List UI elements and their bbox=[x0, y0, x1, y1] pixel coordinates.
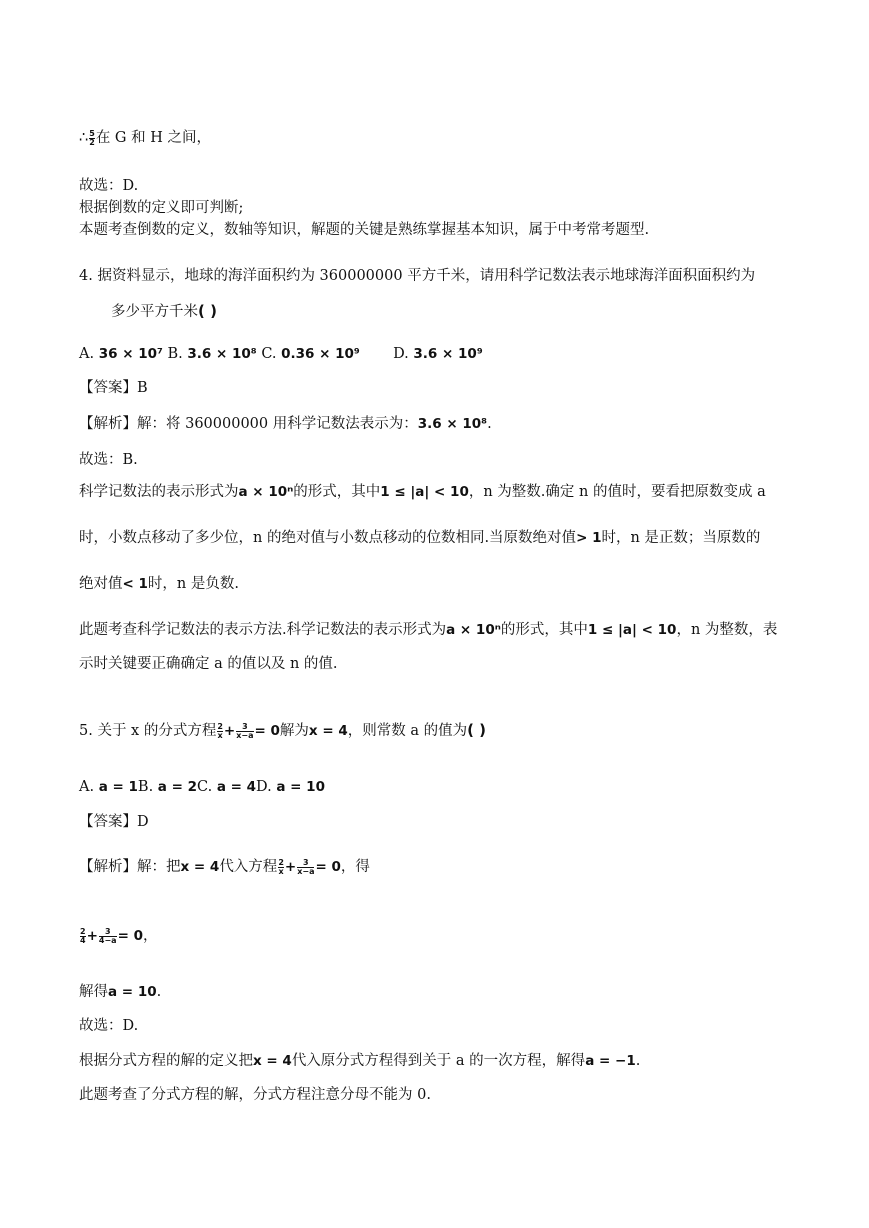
text-line: 根据分式方程的解的定义把x = 4代入原分式方程得到关于 a 的一次方程，解得a = −1. bbox=[79, 1053, 641, 1069]
option-c: 0.36 × 10⁹ bbox=[281, 346, 360, 362]
text-line: 故选：B. bbox=[79, 452, 138, 468]
analysis: 【解析】解：把x = 4代入方程 $\frac{2}{x}$ + $\frac{3}{x-a}$ = 0，得 bbox=[79, 857, 370, 876]
text-line: 时，小数点移动了多少位，n 的绝对值与小数点移动的位数相同.当原数绝对值> 1时，n 是正数；当原数的 bbox=[79, 530, 761, 546]
text-line: 解得a = 10. bbox=[79, 984, 162, 1000]
question-4-options: A. 36 × 10⁷ B. 3.6 × 10⁸ C. 0.36 × 10⁹ D. 3.6 × 10⁹ bbox=[79, 346, 483, 362]
text-line: 故选：D. bbox=[79, 178, 139, 194]
question-4-stem-cont: 多少平方千米( ) bbox=[111, 302, 217, 320]
text-line: 示时关键要正确确定 a 的值以及 n 的值. bbox=[79, 656, 338, 672]
option-c: a = 4 bbox=[216, 779, 257, 795]
text-line: 科学记数法的表示形式为a × 10ⁿ的形式，其中1 ≤ |a| < 10，n 为整数.确定 n 的值时，要看把原数变成 a bbox=[79, 484, 766, 500]
text-line: ∴ $\frac{5}{2}$ 在 G 和 H 之间， bbox=[79, 128, 211, 147]
text-line: 根据倒数的定义即可判断; bbox=[79, 200, 244, 216]
option-b: 3.6 × 10⁸ bbox=[187, 346, 257, 362]
option-b: a = 2 bbox=[157, 779, 198, 795]
text-line: 故选：D. bbox=[79, 1018, 139, 1034]
option-d: 3.6 × 10⁹ bbox=[413, 346, 483, 362]
fraction: $\frac{5}{2}$ bbox=[89, 128, 95, 147]
option-d: a = 10 bbox=[276, 779, 325, 795]
question-5-options: A. a = 1B. a = 2C. a = 4D. a = 10 bbox=[79, 779, 325, 795]
text-line: 此题考查科学记数法的表示方法.科学记数法的表示形式为a × 10ⁿ的形式，其中1 ≤ |a| < 10，n 为整数，表 bbox=[79, 622, 778, 638]
text-line: 绝对值< 1时，n 是负数. bbox=[79, 576, 239, 592]
analysis: 【解析】解：将 360000000 用科学记数法表示为：3.6 × 10⁸. bbox=[79, 416, 492, 432]
text-line: 此题考查了分式方程的解，分式方程注意分母不能为 0. bbox=[79, 1087, 431, 1103]
text-line: 本题考查倒数的定义，数轴等知识，解题的关键是熟练掌握基本知识，属于中考常考题型. bbox=[79, 222, 650, 238]
question-4-stem: 4. 据资料显示，地球的海洋面积约为 360000000 平方千米，请用科学记数法表示地球海洋面积面积约为 bbox=[79, 268, 756, 284]
question-5-stem: 5. 关于 x 的分式方程 $\frac{2}{x}$ + $\frac{3}{x-a}$ = 0解为x = 4，则常数 a 的值为( ) bbox=[79, 721, 487, 740]
answer: 【答案】D bbox=[79, 814, 149, 830]
equation-line: $\frac{2}{4}$ + $\frac{3}{4-a}$ = 0， bbox=[80, 926, 158, 945]
answer: 【答案】B bbox=[79, 380, 148, 396]
option-a: a = 1 bbox=[98, 779, 138, 795]
therefore-symbol: ∴ bbox=[79, 130, 89, 146]
option-a: 36 × 10⁷ bbox=[98, 346, 163, 362]
